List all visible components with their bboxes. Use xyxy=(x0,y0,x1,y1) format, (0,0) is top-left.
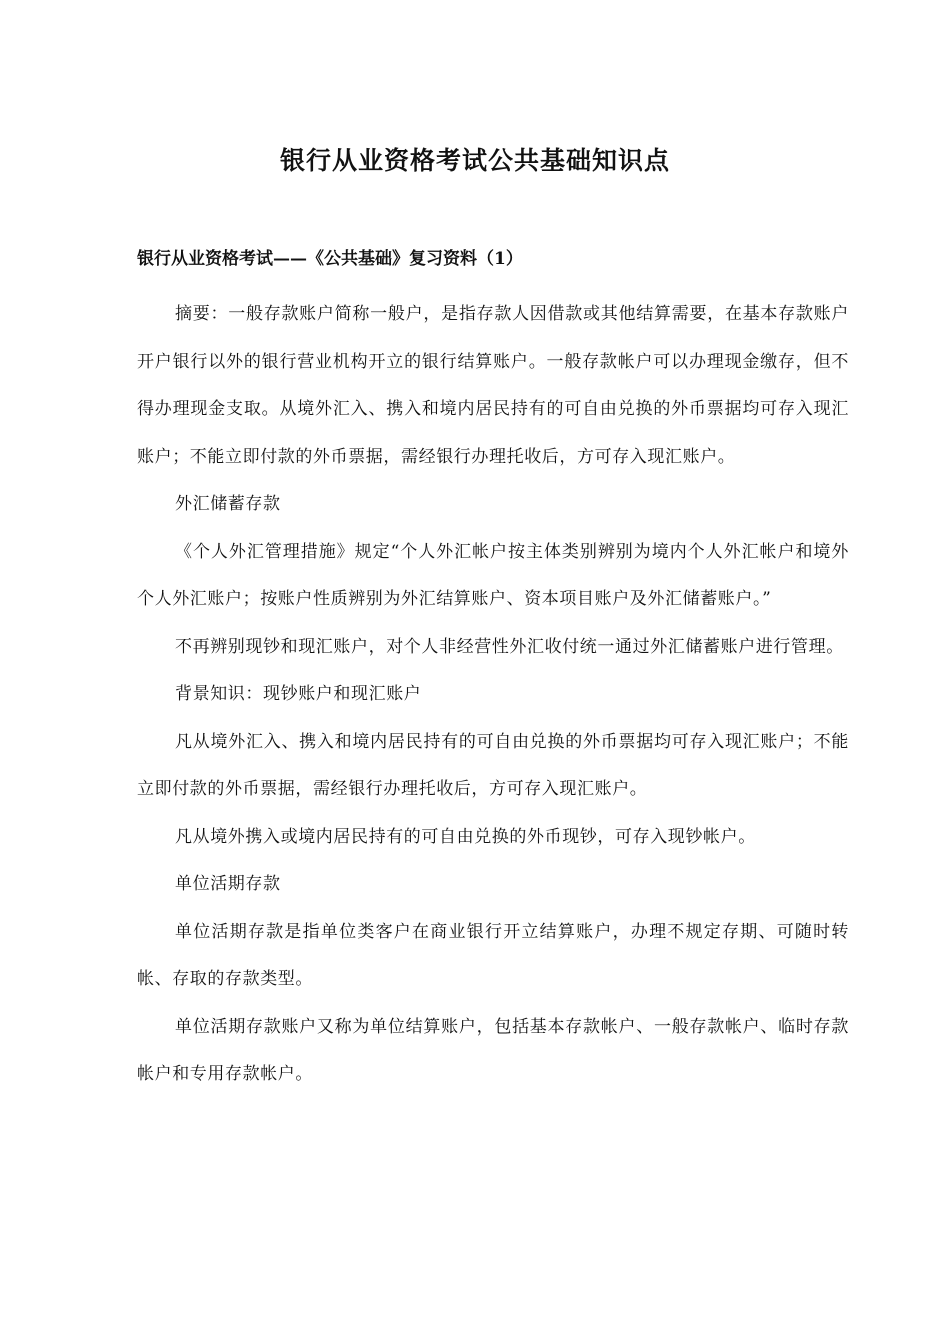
paragraph-account-management: 不再辨别现钞和现汇账户，对个人非经营性外汇收付统一通过外汇储蓄账户进行管理。 xyxy=(175,636,844,657)
paragraph-heading-background: 背景知识：现钞账户和现汇账户 xyxy=(175,684,422,704)
paragraph-regulation-quote: 《个人外汇管理措施》规定“个人外汇帐户按主体类别辨别为境内个人外汇帐户和境外个人外汇账户；按账户性质辨别为外汇结算账户、资本项目账户及外汇储蓄账户。” xyxy=(137,541,849,609)
paragraph-settlement-account: 单位活期存款账户又称为单位结算账户，包括基本存款帐户、一般存款帐户、临时存款帐户和专用存款帐户。 xyxy=(137,1016,849,1084)
document-title: 银行从业资格考试公共基础知识点 xyxy=(279,146,670,175)
paragraph-demand-deposit-definition: 单位活期存款是指单位类客户在商业银行开立结算账户，办理不规定存期、可随时转帐、存取的存款类型。 xyxy=(137,921,849,989)
section-subheading: 银行从业资格考试——《公共基础》复习资料（1） xyxy=(137,249,523,269)
paragraph-cash-account: 凡从境外携入或境内居民持有的可自由兑换的外币现钞，可存入现钞帐户。 xyxy=(175,826,756,847)
paragraph-spot-exchange: 凡从境外汇入、携入和境内居民持有的可自由兑换的外币票据均可存入现汇账户；不能立即付款的外币票据，需经银行办理托收后，方可存入现汇账户。 xyxy=(137,731,849,799)
paragraph-abstract: 摘要：一般存款账户简称一般户，是指存款人因借款或其他结算需要，在基本存款账户开户银行以外的银行营业机构开立的银行结算账户。一般存款帐户可以办理现金缴存，但不得办理现金支取。从境外汇入、携入和境内居民持有的可自由兑换的外币票据均可存入现汇账户；不能立即付款的外币票据，需经银行办理托收后，方可存入现汇账户。 xyxy=(137,304,849,467)
paragraph-heading-demand-deposit: 单位活期存款 xyxy=(175,874,281,894)
paragraph-heading-foreign-savings: 外汇储蓄存款 xyxy=(175,494,281,514)
document-body xyxy=(137,244,849,1099)
